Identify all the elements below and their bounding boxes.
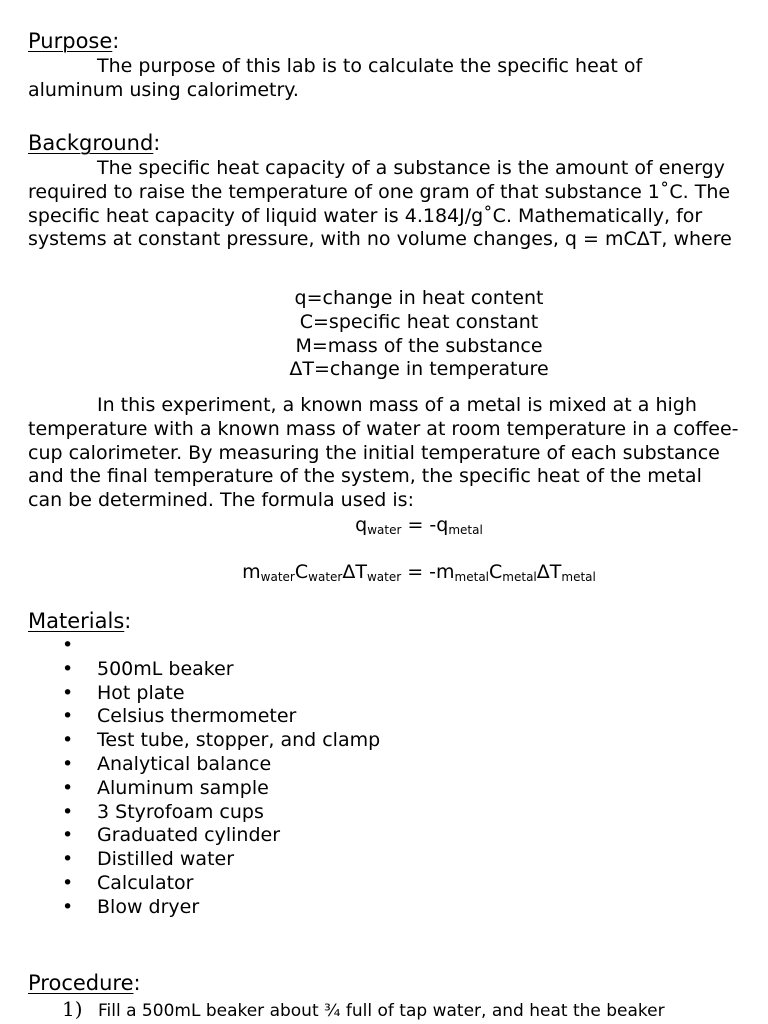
definition-delta-t: ΔT=change in temperature: [289, 358, 549, 381]
list-item: • Calculator: [62, 871, 194, 894]
procedure-step-1: [62, 998, 665, 1024]
list-item: • Distilled water: [62, 848, 235, 871]
step-text: Fill a 500mL beaker about ¾ full of tap water, and heat the beaker: [98, 1001, 665, 1021]
background-heading: Background:: [28, 131, 161, 155]
definition-q: q=change in heat content: [294, 287, 544, 309]
list-item: • Celsius thermometer: [62, 705, 297, 728]
definition-m: M=mass of the substance: [295, 334, 543, 357]
bullet-icon: •: [62, 848, 74, 871]
bullet-icon: •: [62, 871, 74, 894]
bullet-icon: •: [62, 705, 74, 728]
bullet-icon: •: [62, 895, 74, 918]
materials-heading: Materials:: [28, 609, 132, 633]
list-item: • Graduated cylinder: [62, 824, 281, 847]
bullet-icon: •: [62, 657, 74, 680]
list-item: • Blow dryer: [62, 895, 200, 918]
bullet-icon: •: [62, 752, 74, 775]
variable-definitions: [0, 287, 768, 382]
bullet-icon: •: [62, 824, 74, 847]
bullet-icon: •: [62, 634, 74, 656]
procedure-heading: Procedure:: [28, 971, 141, 995]
formula-heat-balance: $q_{water} = -q_{metal}$: [355, 514, 483, 537]
bullet-icon: •: [62, 776, 74, 799]
formula-specific-heat: $m_{water}C_{water}\Delta T_{water} = -m_{metal}C_{metal}\Delta T_{metal}$: [242, 561, 596, 584]
list-item: • Test tube, stopper, and clamp: [62, 729, 381, 752]
list-item: [28, 634, 380, 658]
list-item: • Analytical balance: [62, 752, 272, 775]
materials-list: [28, 634, 380, 920]
list-item: • 3 Styrofoam cups: [62, 800, 264, 823]
list-item: • Aluminum sample: [62, 776, 269, 799]
list-item: • 500mL beaker: [62, 657, 234, 680]
step-number: 1): [62, 997, 83, 1021]
background-paragraph-2: In this experiment, a known mass of a metal is mixed at a high temperature with a known mass of water at room temperature in a coffee-cup calorimeter. By measuring the initial temperature of each substance and the final temperature of the system, the specific heat of the metal can be determined. The formula used is:: [28, 394, 739, 512]
bullet-icon: •: [62, 681, 74, 704]
background-paragraph-1: The specific heat capacity of a substance is the amount of energy required to raise the temperature of one gram of that substance 1˚C. The specific heat capacity of liquid water is 4.184J/g˚C. Mathematically, for systems at constant pressure, with no volume changes, q = mCΔT, where: [28, 157, 732, 251]
purpose-heading: Purpose:: [28, 29, 120, 53]
purpose-text: The purpose of this lab is to calculate the specific heat of aluminum using calorimetry.: [28, 55, 643, 101]
definition-c: C=specific heat constant: [299, 310, 539, 333]
bullet-icon: •: [62, 800, 74, 823]
list-item: • Hot plate: [62, 681, 185, 704]
bullet-icon: •: [62, 729, 74, 752]
